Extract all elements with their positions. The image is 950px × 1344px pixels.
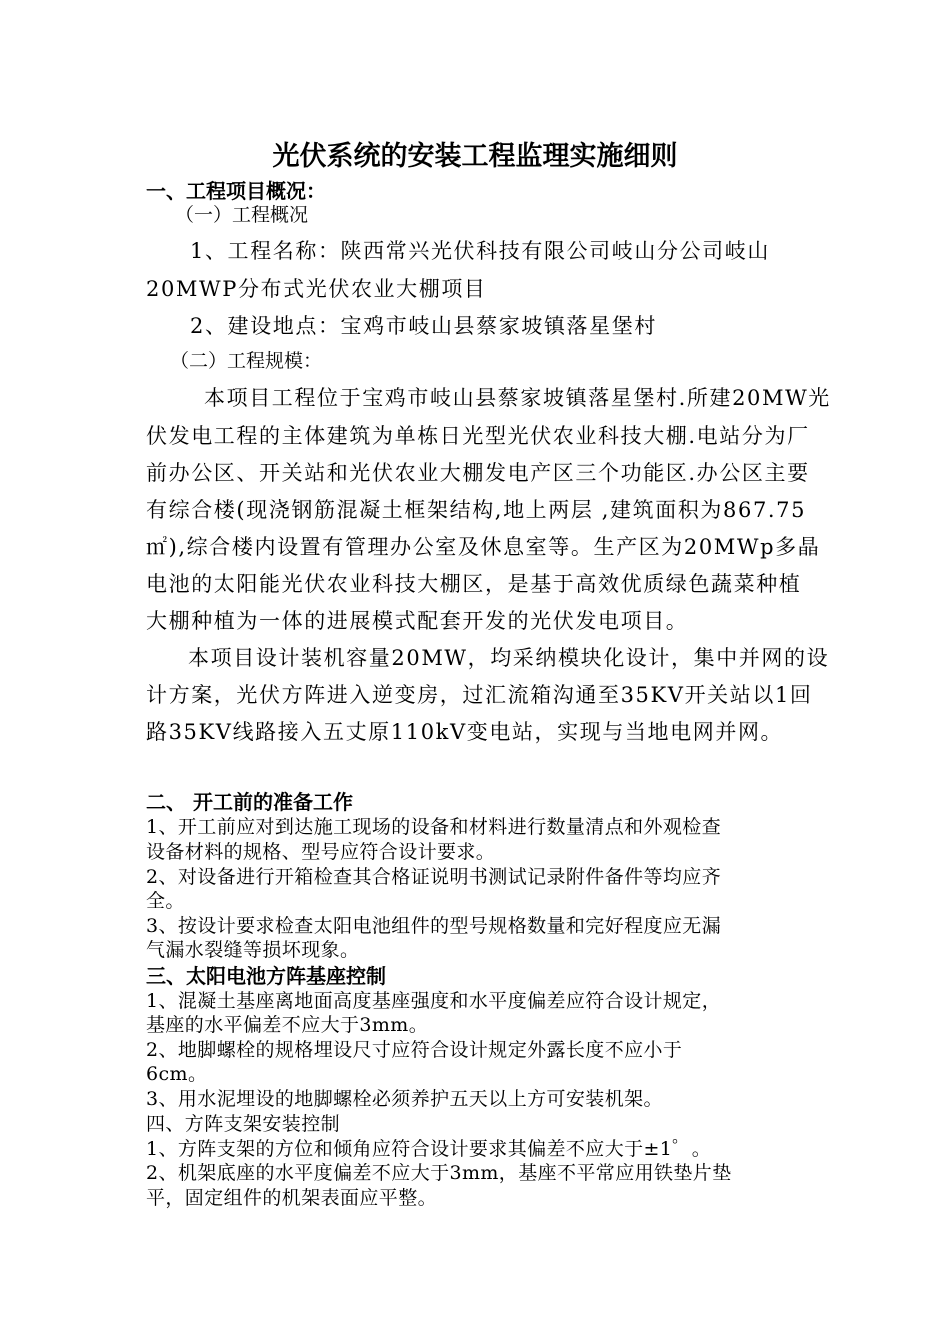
prep-line: 1、开工前应对到达施工现场的设备和材料进行数量清点和外观检查 [146,816,722,838]
project-location: 2、建设地点：宝鸡市岐山县蔡家坡镇落星堡村 [190,314,657,338]
scale-paragraph-line: 有综合楼(现浇钢筋混凝土框架结构,地上两层 ,建筑面积为867.75 [146,498,807,522]
document-title: 光伏系统的安装工程监理实施细则 [272,141,678,172]
section-4-heading: 四、方阵支架安装控制 [146,1113,341,1135]
project-name-line-1: 1、工程名称：陕西常兴光伏科技有限公司岐山分公司岐山 [190,239,770,263]
project-name-line-2: 20MWP分布式光伏农业大棚项目 [146,277,487,301]
bracket-line: 1、方阵支架的方位和倾角应符合设计要求其偏差不应大于±1゜。 [146,1138,712,1160]
bracket-line: 2、机架底座的水平度偏差不应大于3mm，基座不平常应用铁垫片垫 [146,1162,732,1184]
foundation-line: 2、地脚螺栓的规格埋设尺寸应符合设计规定外露长度不应小于 [146,1039,683,1061]
prep-line: 全。 [146,890,185,912]
foundation-line: 3、用水泥埋设的地脚螺栓必须养护五天以上方可安装机架。 [146,1088,663,1110]
capacity-paragraph-line: 计方案，光伏方阵进入逆变房，过汇流箱沟通至35KV开关站以1回 [146,683,813,707]
foundation-line: 6cm。 [146,1063,208,1085]
scale-paragraph-line: ㎡),综合楼内设置有管理办公室及休息室等。生产区为20MWp多晶 [146,535,821,559]
section-3-heading: 三、太阳电池方阵基座控制 [146,964,386,988]
scale-paragraph-line: 本项目工程位于宝鸡市岐山县蔡家坡镇落星堡村.所建20MW光 [204,386,831,410]
prep-line: 2、对设备进行开箱检查其合格证说明书测试记录附件备件等均应齐 [146,866,722,888]
foundation-line: 1、混凝土基座离地面高度基座强度和水平度偏差应符合设计规定， [146,990,722,1012]
subsection-1-heading: （一）工程概况 [175,204,309,226]
scale-paragraph-line: 大棚种植为一体的进展模式配套开发的光伏发电项目。 [146,609,689,633]
prep-line: 设备材料的规格、型号应符合设计要求。 [146,841,496,863]
prep-line: 气漏水裂缝等损坏现象。 [146,939,360,961]
scale-paragraph-line: 电池的太阳能光伏农业科技大棚区，是基于高效优质绿色蔬菜种植 [146,572,802,596]
prep-line: 3、按设计要求检查太阳电池组件的型号规格数量和完好程度应无漏 [146,915,722,937]
capacity-paragraph-line: 本项目设计装机容量20MW，均采纳模块化设计，集中并网的设 [188,646,830,670]
scale-paragraph-line: 前办公区、开关站和光伏农业大棚发电产区三个功能区.办公区主要 [146,461,810,485]
section-2-heading: 二、 开工前的准备工作 [146,790,353,814]
section-1-heading: 一、工程项目概况： [146,179,326,203]
subsection-2-heading: （二）工程规模： [170,350,323,372]
foundation-line: 基座的水平偏差不应大于3mm。 [146,1014,429,1036]
bracket-line: 平，固定组件的机架表面应平整。 [146,1187,438,1209]
scale-paragraph-line: 伏发电工程的主体建筑为单栋日光型光伏农业科技大棚.电站分为厂 [146,424,810,448]
capacity-paragraph-line: 路35KV线路接入五丈原110kV变电站，实现与当地电网并网。 [146,720,784,744]
